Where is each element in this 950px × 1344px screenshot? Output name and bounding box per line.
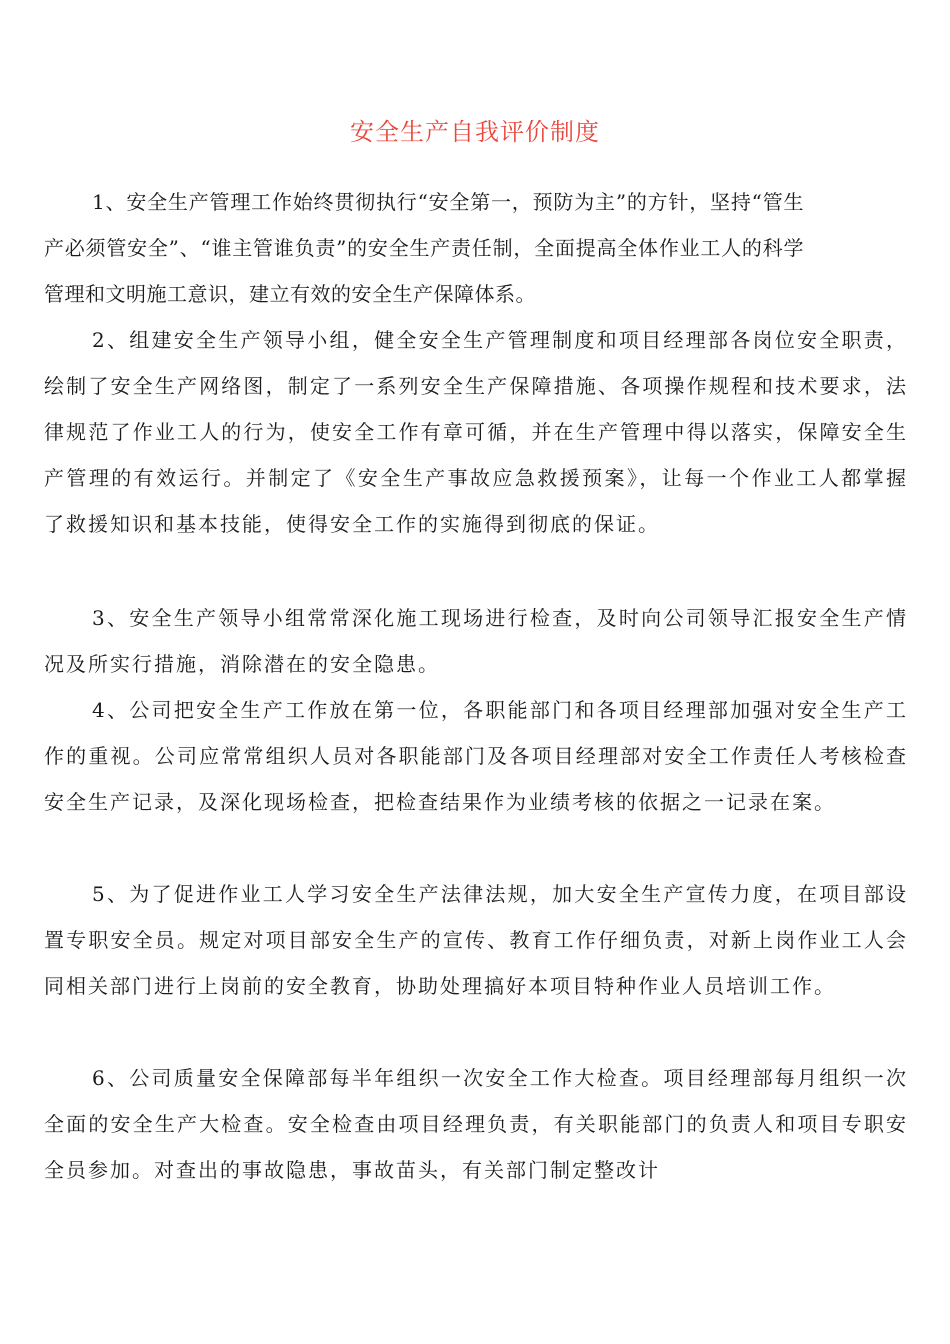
paragraph-5: 5、为了促进作业工人学习安全生产法律法规，加大安全生产宣传力度，在项目部设置专职安全员。规定对项目部安全生产的宣传、教育工作仔细负责，对新上岗作业工人会同相关部门进行上岗前的安全教育，协助处理搞好本项目特种作业人员培训工作。 [44,882,908,998]
paragraph-3: 3、安全生产领导小组常常深化施工现场进行检查，及时向公司领导汇报安全生产情况及所实行措施，消除潜在的安全隐患。 [44,606,908,676]
document-title: 安全生产自我评价制度 [350,118,600,146]
paragraph-4: 4、公司把安全生产工作放在第一位，各职能部门和各项目经理部加强对安全生产工作的重视。公司应常常组织人员对各职能部门及各项目经理部对安全工作责任人考核检查安全生产记录，及深化现场检查，把检查结果作为业绩考核的依据之一记录在案。 [44,698,908,814]
paragraph-2: 2、组建安全生产领导小组，健全安全生产管理制度和项目经理部各岗位安全职责，绘制了安全生产网络图，制定了一系列安全生产保障措施、各项操作规程和技术要求，法律规范了作业工人的行为，使安全工作有章可循，并在生产管理中得以落实，保障安全生产管理的有效运行。并制定了《安全生产事故应急救援预案》，让每一个作业工人都掌握了救援知识和基本技能，使得安全工作的实施得到彻底的保证。 [44,328,908,536]
paragraph-6: 6、公司质量安全保障部每半年组织一次安全工作大检查。项目经理部每月组织一次全面的安全生产大检查。安全检查由项目经理负责，有关职能部门的负责人和项目专职安全员参加。对查出的事故隐患，事故苗头，有关部门制定整改计 [44,1066,908,1182]
paragraph-1: 1、安全生产管理工作始终贯彻执行“安全第一，预防为主”的方针，坚持“管生产必须管安全”、“谁主管谁负责”的安全生产责任制，全面提高全体作业工人的科学管理和文明施工意识，建立有效的安全生产保障体系。 [44,190,804,306]
